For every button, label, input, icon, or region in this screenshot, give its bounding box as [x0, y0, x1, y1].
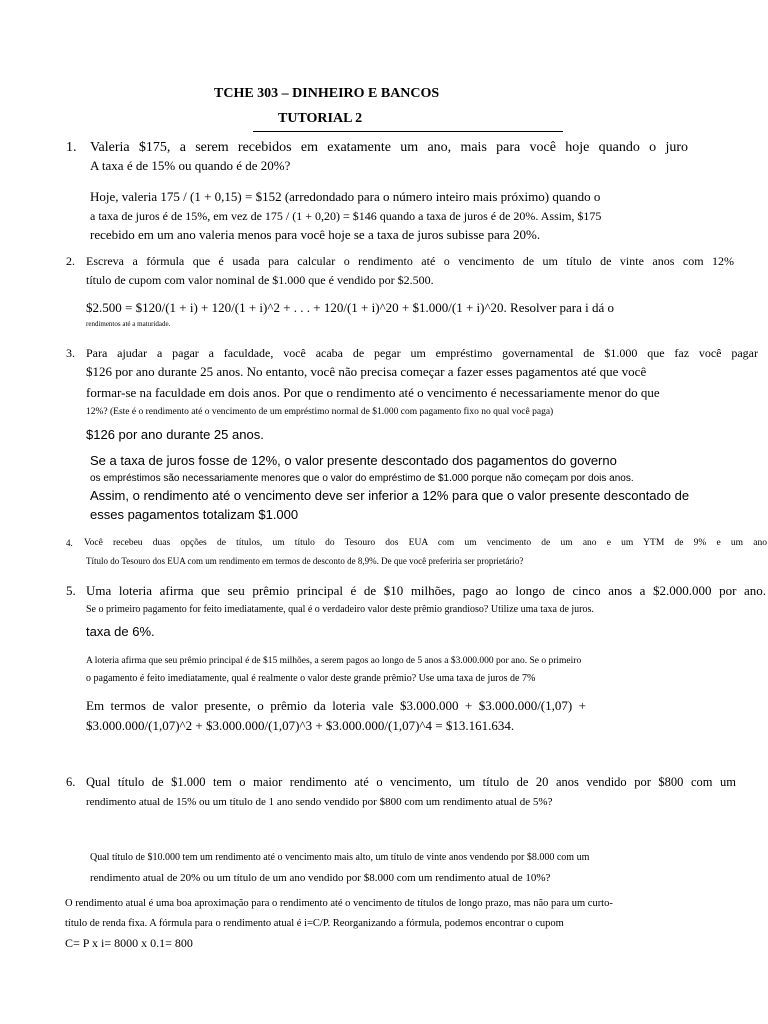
question-4-number: 4.	[66, 538, 73, 548]
answer-1-line-3: recebido em um ano valeria menos para você hoje se a taxa de juros subisse para 20%.	[90, 227, 541, 242]
question-1-number: 1.	[66, 140, 77, 155]
question-2-line-1: Escreva a fórmula que é usada para calcular o rendimento até o vencimento de um título de vinte anos com 12%	[86, 254, 734, 268]
question-2-line-2: título de cupom com valor nominal de $1.000 que é vendido por $2.500.	[86, 273, 434, 287]
document-title: TCHE 303 – DINHEIRO E BANCOS	[214, 86, 440, 101]
answer-3-line-1: Se a taxa de juros fosse de 12%, o valor presente descontado dos pagamentos do governo	[90, 453, 617, 468]
question-5-line-1: Uma loteria afirma que seu prêmio principal é de $10 milhões, pago ao longo de cinco anos a $2.000.000 por ano.	[86, 583, 766, 598]
answer-1-line-1: Hoje, valeria 175 / (1 + 0,15) = $152 (arredondado para o número inteiro mais próximo) quando o	[90, 189, 601, 204]
question-6-number: 6.	[66, 775, 76, 789]
question-3-line-3: formar-se na faculdade em dois anos. Por que o rendimento até o vencimento é necessariamente menor do que	[86, 385, 660, 400]
question-3-line-1: Para ajudar a pagar a faculdade, você acaba de pegar um empréstimo governamental de $1.000 que faz você pagar	[86, 346, 758, 360]
question-6-line-1: Qual título de $1.000 tem o maior rendimento até o vencimento, um título de 20 anos vendido por $800 com um	[86, 775, 736, 789]
question-1-line-2: A taxa é de 15% ou quando é de 20%?	[90, 158, 291, 173]
answer-1-line-2: a taxa de juros é de 15%, em vez de 175 / (1 + 0,20) = $146 quando a taxa de juros é de 20%. Assim, $175	[90, 209, 602, 223]
answer-2-line-1: $2.500 = $120/(1 + i) + 120/(1 + i)^2 + . . . + 120/(1 + i)^20 + $1.000/(1 + i)^20. Resolver para i dá o	[86, 300, 615, 315]
answer-5-line-2: $3.000.000/(1,07)^2 + $3.000.000/(1,07)^3 + $3.000.000/(1,07)^4 = $13.161.634.	[86, 718, 515, 733]
question-3-line-4: 12%? (Este é o rendimento até o vencimento de um empréstimo normal de $1.000 com pagamento fixo no qual você paga)	[86, 407, 554, 417]
answer-3-line-2: os empréstimos são necessariamente menores que o valor do empréstimo de $1.000 porque não começam por dois anos.	[90, 473, 634, 484]
question-6-line-3: Qual título de $10.000 tem um rendimento até o vencimento mais alto, um título de vinte anos vendendo por $8.000 com um	[90, 852, 590, 863]
answer-5-line-1: Em termos de valor presente, o prêmio da loteria vale $3.000.000 + $3.000.000/(1,07) +	[86, 698, 586, 713]
question-1-line-1: Valeria $175, a serem recebidos em exatamente um ano, mais para você hoje quando o juro	[90, 140, 688, 155]
answer-6-line-1: O rendimento atual é uma boa aproximação para o rendimento até o vencimento de títulos de longo prazo, mas não para um curto-	[65, 898, 613, 909]
question-5-line-3: taxa de 6%.	[86, 624, 155, 639]
question-5-line-4: A loteria afirma que seu prêmio principal é de $15 milhões, a serem pagos ao longo de 5 anos a $3.000.000 por ano. Se o primeiro	[86, 656, 582, 666]
question-6-line-2: rendimento atual de 15% ou um título de 1 ano sendo vendido por $800 com um rendimento atual de 5%?	[86, 796, 553, 808]
document-subtitle: TUTORIAL 2	[278, 111, 363, 126]
question-5-line-5: o pagamento é feito imediatamente, qual é realmente o valor deste grande prêmio? Use uma taxa de juros de 7%	[86, 673, 536, 684]
question-4-line-1: Você recebeu duas opções de títulos, um título do Tesouro dos EUA com um vencimento de um ano e um YTM de 9% e um ano	[84, 538, 767, 548]
question-5-number: 5.	[66, 583, 76, 598]
answer-6-line-2: título de renda fixa. A fórmula para o rendimento atual é i=C/P. Reorganizando a fórmula, podemos encontrar o cupom	[65, 918, 564, 929]
question-3-line-5: $126 por ano durante 25 anos.	[86, 427, 264, 442]
question-5-line-2: Se o primeiro pagamento for feito imediatamente, qual é o verdadeiro valor deste prêmio grandioso? Utilize uma taxa de juros.	[86, 604, 594, 615]
answer-3-line-3: Assim, o rendimento até o vencimento deve ser inferior a 12% para que o valor presente descontado de	[90, 488, 690, 503]
question-2-number: 2.	[66, 254, 75, 268]
question-3-line-2: $126 por ano durante 25 anos. No entanto, você não precisa começar a fazer esses pagamentos até que você	[86, 364, 647, 379]
header-divider	[253, 131, 563, 132]
question-4-line-2: Título do Tesouro dos EUA com um rendimento em termos de desconto de 8,9%. De que você preferiria ser proprietário?	[86, 556, 524, 566]
answer-3-line-4: esses pagamentos totalizam $1.000	[90, 507, 299, 522]
question-6-line-4: rendimento atual de 20% ou um título de um ano vendido por $8.000 com um rendimento atual de 10%?	[90, 872, 551, 884]
question-3-number: 3.	[66, 346, 75, 360]
answer-6-line-3: C= P x i= 8000 x 0.1= 800	[65, 936, 193, 950]
answer-2-line-2: rendimentos até a maturidade.	[86, 320, 171, 328]
